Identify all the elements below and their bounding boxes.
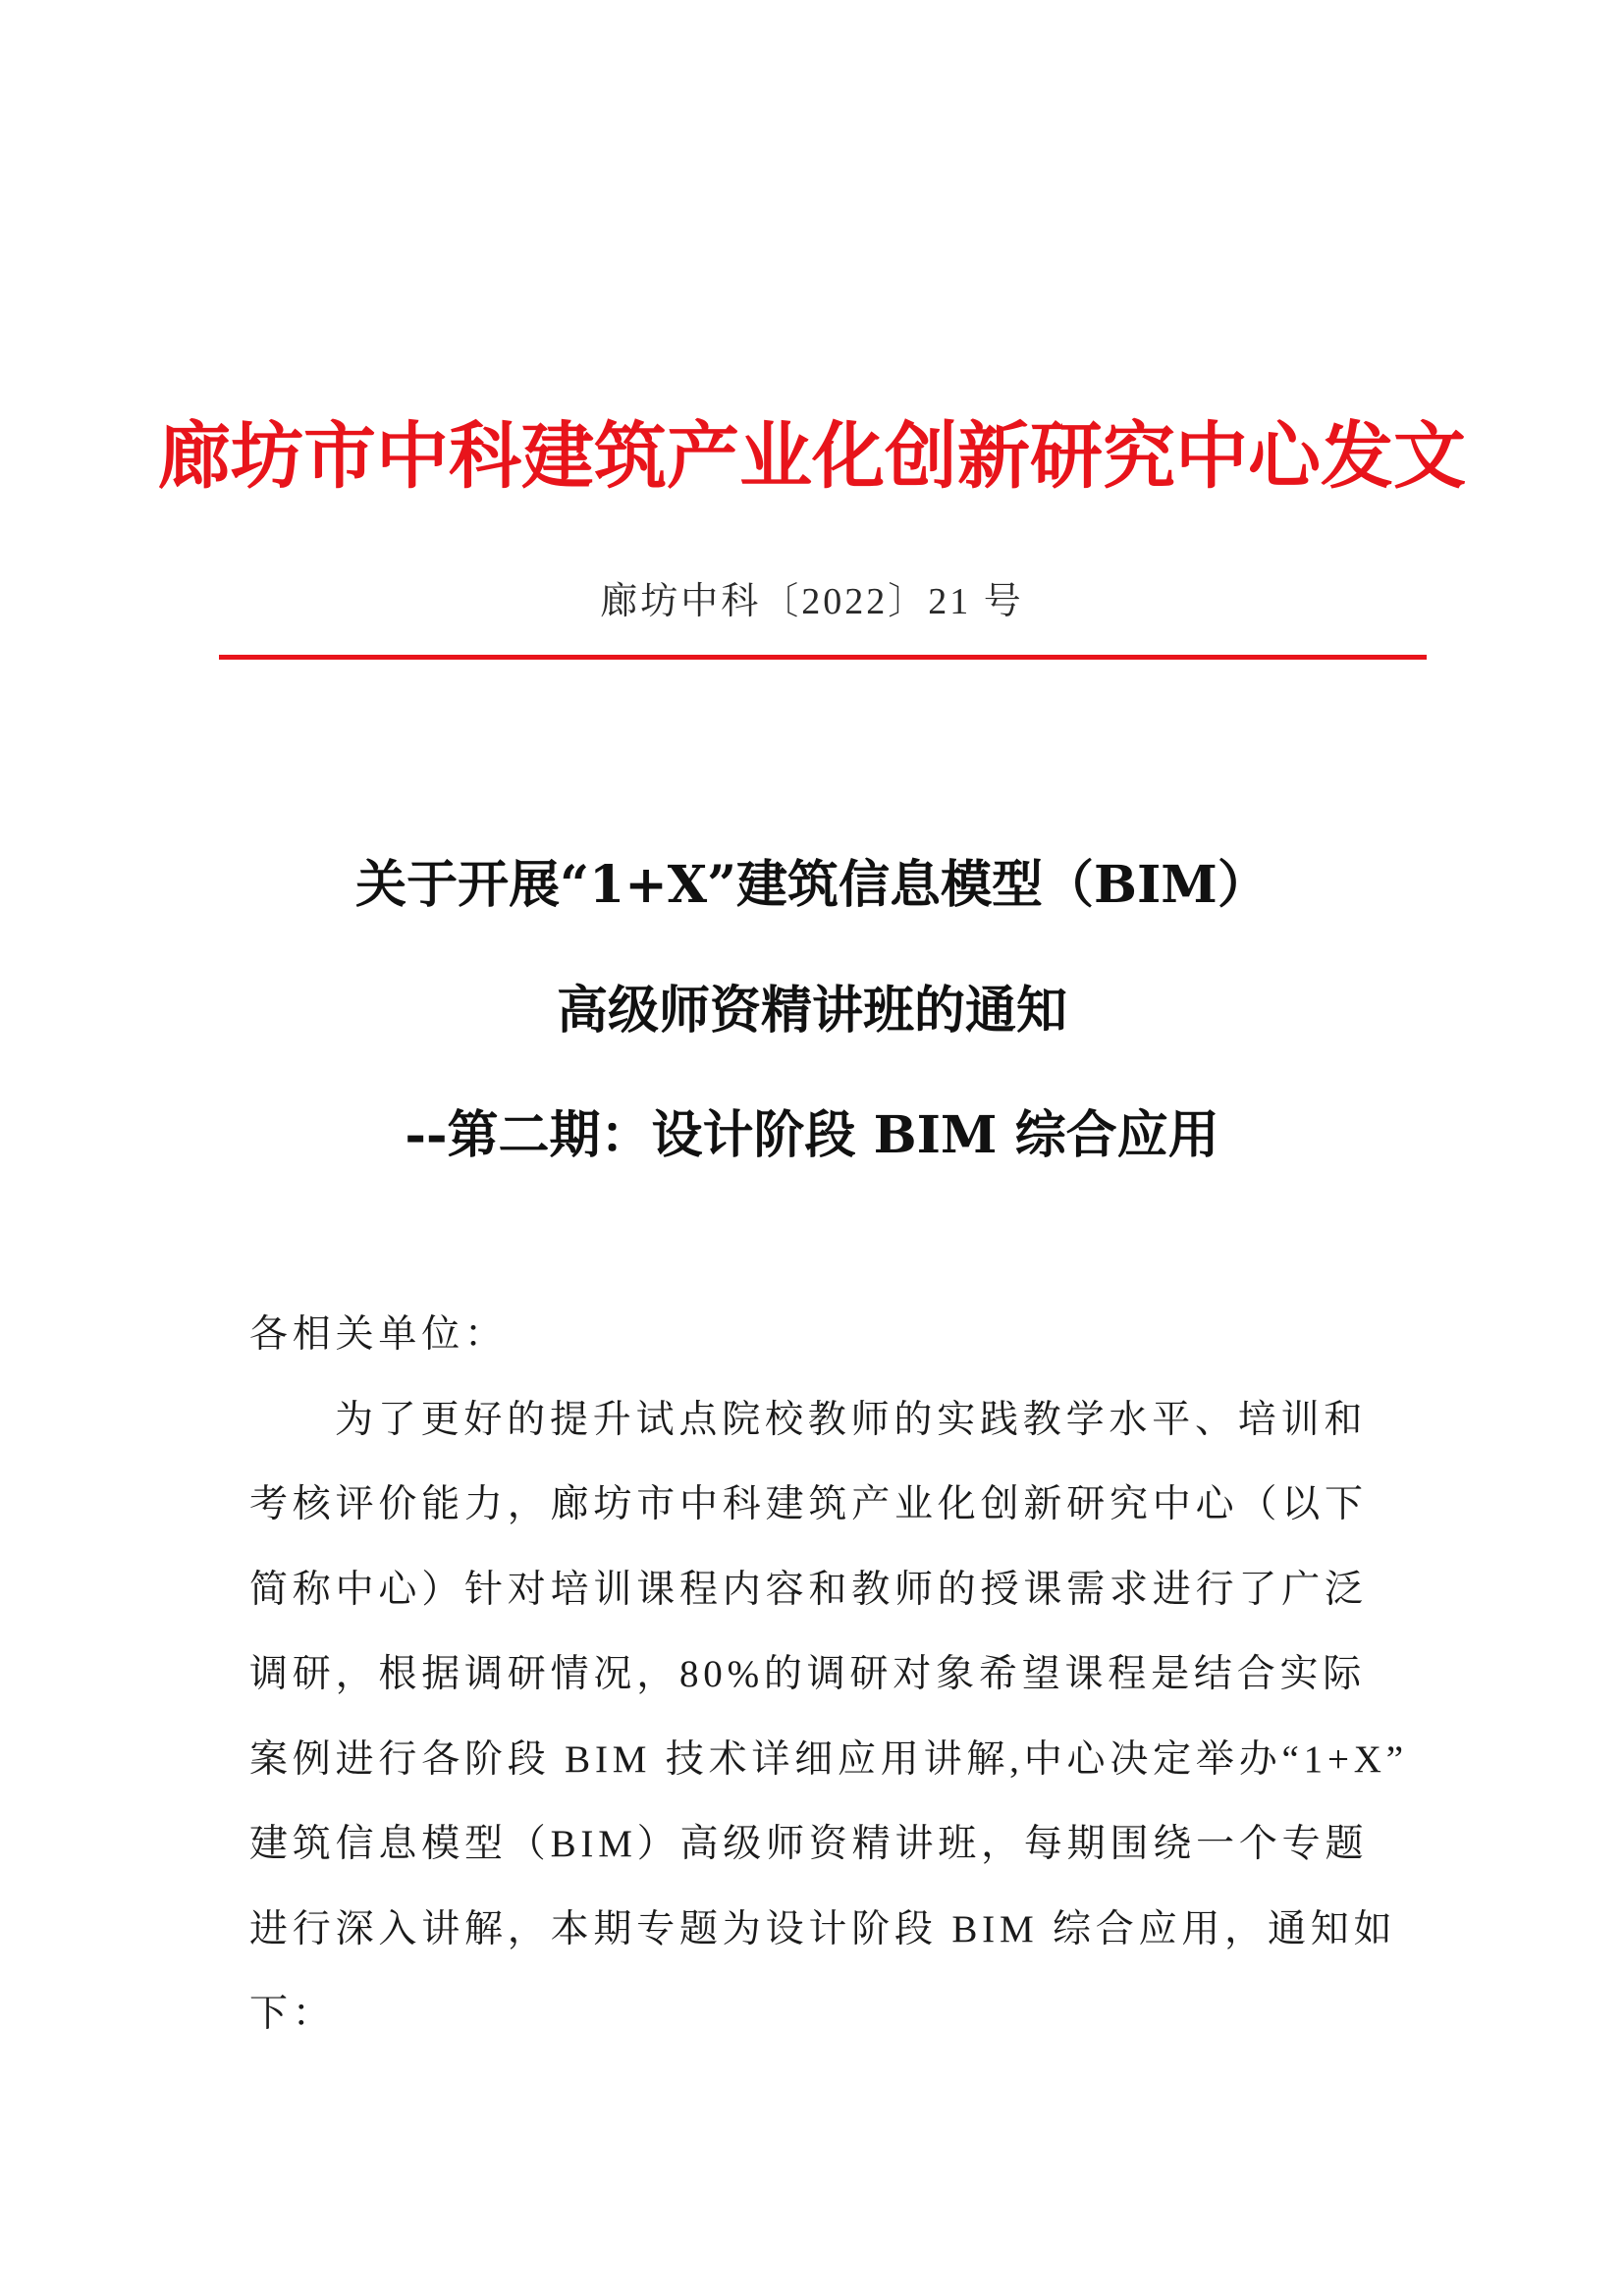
subject-title-line-1: 关于开展“1+X”建筑信息模型（BIM） xyxy=(355,855,1269,915)
subject-title-line-2: 高级师资精讲班的通知 xyxy=(556,981,1067,1041)
body-paragraph-line: 建筑信息模型（BIM）高级师资精讲班，每期围绕一个专题 xyxy=(249,1823,1369,1865)
document-number: 廊坊中科〔2022〕21 号 xyxy=(600,581,1024,622)
body-paragraph-line: 简称中心）针对培训课程内容和教师的授课需求进行了广泛 xyxy=(249,1569,1368,1611)
body-paragraph-line: 下： xyxy=(249,1993,336,2035)
body-paragraph-line: 进行深入讲解，本期专题为设计阶段 BIM 综合应用，通知如 xyxy=(249,1908,1397,1950)
body-paragraph-line: 案例进行各阶段 BIM 技术详细应用讲解,中心决定举办“1+X” xyxy=(249,1738,1408,1781)
body-paragraph-line: 为了更好的提升试点院校教师的实践教学水平、培训和 xyxy=(335,1399,1368,1441)
body-paragraph-line: 调研，根据调研情况，80%的调研对象希望课程是结合实际 xyxy=(249,1653,1367,1695)
subject-title-line-3: --第二期：设计阶段 BIM 综合应用 xyxy=(405,1105,1219,1165)
header-divider-rule xyxy=(219,655,1427,660)
body-paragraph-line: 考核评价能力，廊坊市中科建筑产业化创新研究中心（以下 xyxy=(249,1483,1368,1525)
issuer-header-title: 廊坊市中科建筑产业化创新研究中心发文 xyxy=(158,414,1466,499)
salutation: 各相关单位： xyxy=(249,1313,508,1356)
